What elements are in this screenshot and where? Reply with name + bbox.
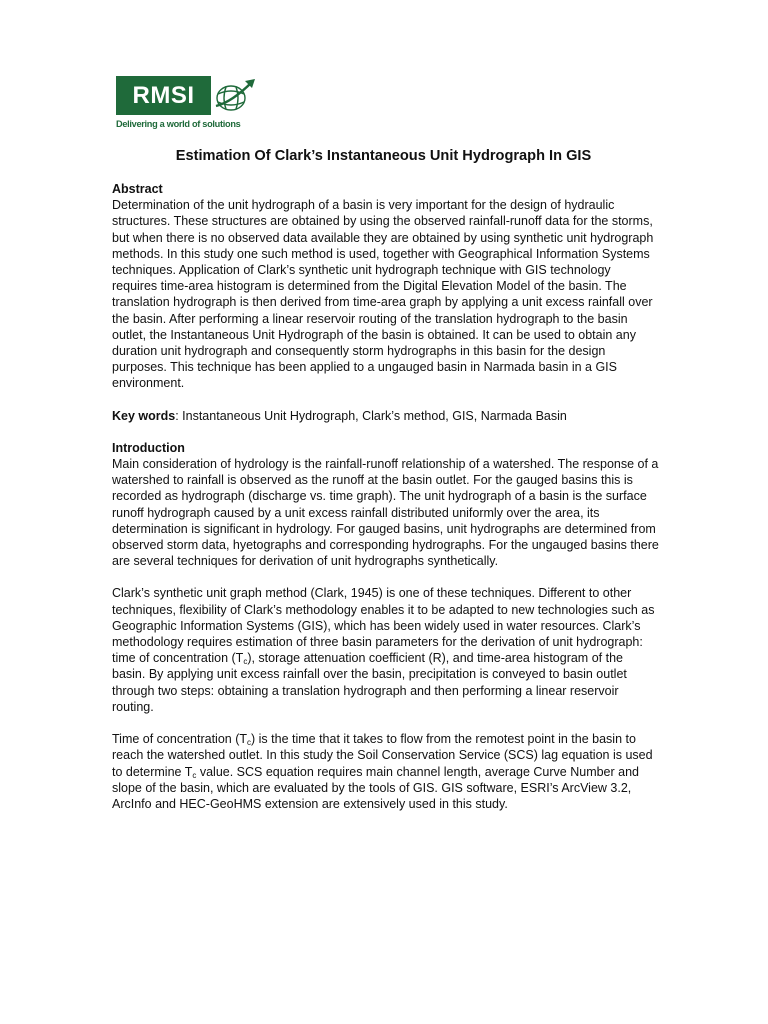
intro-p2-part-b: ), storage attenuation coefficient (R), and time-area histogram of the basin. By applying unit excess rainfall over the basin, precipitation is conveyed to basin outlet through two steps: obtaining a translation hydrograph and then performing a linear reservoir routing.	[112, 651, 627, 714]
keywords-label: Key words	[112, 408, 176, 423]
intro-p3-part-c: value. SCS equation requires main channel length, average Curve Number and slope of the basin, which are evaluated by the tools of GIS. GIS software, ESRI’s ArcView 3.2, ArcInfo and HEC-GeoHMS extension are extensively used in this study.	[112, 764, 639, 811]
intro-p2-subscript: c	[243, 657, 248, 667]
introduction-section	[112, 440, 659, 812]
intro-paragraph-1: Main consideration of hydrology is the rainfall-runoff relationship of a watershed. The response of a watershed to rainfall is observed as the runoff at the basin outlet. For the gauged basins this is recorded as hydrograph (discharge vs. time graph). The unit hydrograph of a basin is the surface runoff hydrograph caused by a unit excess rainfall distributed uniformly over the area, its determination is significant in hydrology. For gauged basins, unit hydrographs are determined from observed storm data, hyetographs and corresponding hydrographs. For the ungauged basins there are several techniques for derivation of unit hydrographs synthetically.	[112, 457, 659, 569]
intro-p3-part-a: Time of concentration (T	[112, 732, 248, 747]
intro-p3-subscript-2: c	[192, 770, 197, 780]
introduction-heading: Introduction	[112, 440, 185, 455]
paper-title: Estimation Of Clark’s Instantaneous Unit Hydrograph In GIS	[175, 148, 592, 164]
intro-paragraph-2	[112, 585, 659, 715]
abstract-section	[112, 181, 659, 392]
logo-brand: RMSI	[132, 82, 195, 109]
abstract-heading: Abstract	[112, 182, 163, 196]
intro-p2-part-a: Clark’s synthetic unit graph method (Clark, 1945) is one of these techniques. Different to other techniques, flexibility of Clark’s methodology enables it to be adapted to new technologies such as Geographic Information Systems (GIS), which has been widely used in water resources. Clark’s methodology requires estimation of three basin parameters for the derivation of unit hydrograph: time of concentration (T	[112, 586, 655, 666]
intro-p3-part-b: ) is the time that it takes to flow from the remotest point in the basin to reach the watershed outlet. In this study the Soil Conservation Service (SCS) lag equation is used to determine T	[112, 732, 653, 779]
paper-body	[112, 181, 659, 828]
abstract-text: Determination of the unit hydrograph of a basin is very important for the design of hydraulic structures. These structures are obtained by using the observed rainfall-runoff data for the storms, but when there is no observed data available they are obtained by using synthetic unit hydrograph methods. In this study one such method is used, together with Geographical Information Systems techniques. Application of Clark’s synthetic unit hydrograph technique with GIS technology requires time-area histogram is determined from the Digital Elevation Model of the basin. The translation hydrograph is then derived from time-area graph by applying a unit excess rainfall over the basin. After performing a linear reservoir routing of the translation hydrograph to the basin outlet, the Instantaneous Unit Hydrograph of the basin is obtained. It can be used to obtain any duration unit hydrograph and consequently storm hydrographs in this basin for the design purposes. This technique has been applied to a ungauged basin in Narmada basin in a GIS environment.	[112, 198, 654, 391]
globe-arrow-icon	[212, 76, 258, 116]
intro-p3-subscript-1: c	[247, 738, 252, 748]
intro-paragraph-3	[112, 731, 659, 812]
keywords-line	[112, 408, 659, 424]
logo-tagline: Delivering a world of solutions	[116, 119, 241, 129]
rmsi-logo	[116, 76, 260, 132]
keywords-text: : Instantaneous Unit Hydrograph, Clark’s method, GIS, Narmada Basin	[175, 408, 567, 423]
